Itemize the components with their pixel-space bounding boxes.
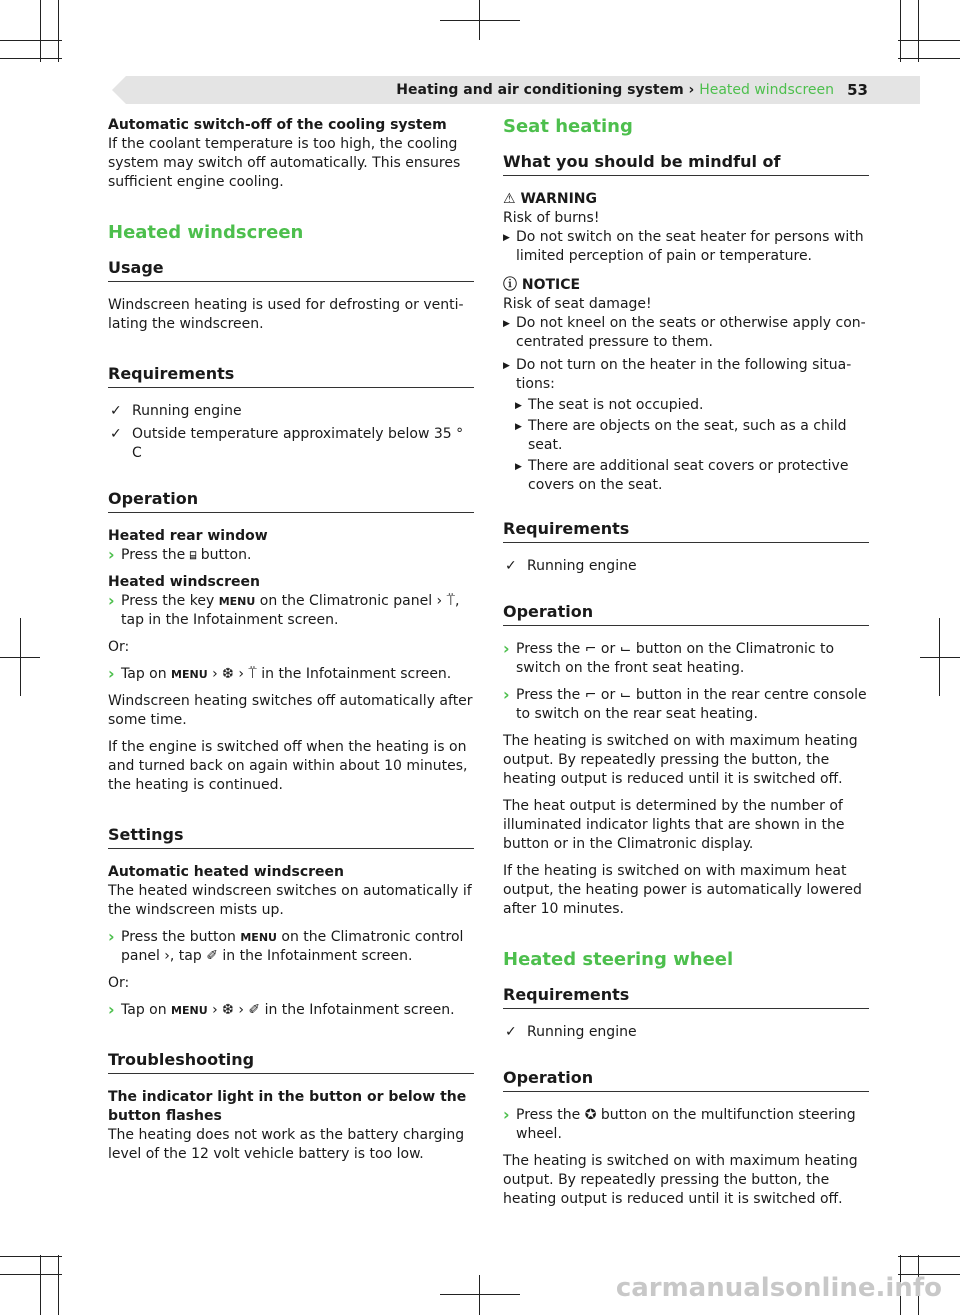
crop-mark (920, 657, 960, 658)
menu-key-icon: MENU (218, 595, 256, 608)
cooling-paragraph (108, 116, 474, 192)
steering-requirements-heading: Requirements (503, 985, 869, 1009)
step-text: Press the key (121, 593, 219, 609)
header-subsection[interactable]: Heated windscreen (699, 82, 834, 98)
notice-item: ▶ Do not kneel on the seats or otherwise apply concentrated pressure to them. (503, 314, 869, 352)
settings-tap-step (108, 1001, 474, 1020)
rear-window-step (108, 546, 474, 565)
steering-operation-heading: Operation (503, 1068, 869, 1092)
windscreen-step (108, 592, 474, 630)
header-section[interactable]: Heating and air conditioning system (396, 82, 684, 98)
notice-subitem: ▶ The seat is not occupied. (515, 396, 869, 415)
usage-heading: Usage (108, 258, 474, 282)
crop-mark (939, 618, 940, 696)
step-text: Tap on (121, 666, 172, 682)
steering-step: › Press the ✪ button on the multifunction steering wheel. (503, 1106, 869, 1144)
seat-op-text: The heating is switched on with maximum heating output. By repeatedly pressing the button, the heating output is reduced until it is switched off. (503, 733, 858, 787)
settings-paragraph (108, 863, 474, 920)
continue-text: If the engine is switched off when the heating is on and turned back on again within about 10 minutes, the heating is continued. (108, 739, 468, 793)
crop-mark (440, 1294, 520, 1295)
warning-text: Risk of burns! (503, 210, 600, 226)
crop-mark (898, 58, 960, 59)
menu-key-icon: MENU (171, 668, 208, 681)
warning-icon: ⚠ (503, 191, 516, 207)
auto-windscreen-text: The heated windscreen switches on automatically if the windscreen mists up. (108, 883, 472, 918)
requirements-heading: Requirements (108, 364, 474, 388)
or-label: Or: (108, 639, 130, 655)
requirement-item: ✓ Running engine (503, 557, 869, 576)
or-label: Or: (108, 975, 130, 991)
crop-mark (0, 40, 62, 41)
steering-op-text: The heating is switched on with maximum heating output. By repeatedly pressing the button, the heating output is reduced until it is switched off. (503, 1153, 858, 1207)
requirement-item: ✓ Outside temperature approximately below 35 ° C (108, 425, 474, 463)
troubleshooting-text: The heating does not work as the battery charging level of the 12 volt vehicle battery is too low. (108, 1127, 465, 1162)
crop-mark (900, 0, 901, 62)
notice-icon: ⓘ (503, 277, 517, 293)
step-text: › ❆ › ⍡ in the Infotainment screen. (207, 666, 452, 682)
step-text: Tap on (121, 1002, 172, 1018)
step-text: button. (196, 547, 252, 563)
step-text: Press the button (121, 929, 241, 945)
settings-heading: Settings (108, 825, 474, 849)
tap-step (108, 665, 474, 684)
warning-item: ▶ Do not switch on the seat heater for persons with limited perception of pain or temperature. (503, 228, 869, 266)
notice-label-row (503, 276, 869, 295)
cooling-text: If the coolant temperature is too high, the cooling system may switch off automatically. This ensures sufficient engine cooling. (108, 136, 461, 190)
seat-step-front: › Press the ⌐ or ⌙ button on the Climatronic to switch on the front seat heating. (503, 640, 869, 678)
auto-windscreen-title: Automatic heated windscreen (108, 864, 345, 880)
requirement-item: ✓ Running engine (108, 402, 474, 421)
crop-mark (898, 40, 960, 41)
header-separator: › (683, 82, 700, 98)
crop-mark (40, 0, 41, 62)
step-text: on the Climatronic control panel ›, tap ✐ in the Infotainment screen. (121, 929, 464, 964)
crop-mark (0, 1274, 62, 1275)
seat-requirements-heading: Requirements (503, 519, 869, 543)
crop-mark (918, 0, 919, 62)
left-column (108, 116, 474, 1172)
usage-text: Windscreen heating is used for defrosting or ventilating the windscreen. (108, 297, 464, 332)
notice-subitem: ▶ There are additional seat covers or protective covers on the seat. (515, 457, 869, 495)
step-text: › ⍡, (436, 593, 460, 609)
auto-off-text: Windscreen heating switches off automatically after some time. (108, 693, 473, 728)
crop-mark (40, 1255, 41, 1315)
running-header (396, 82, 834, 98)
troubleshooting-title: The indicator light in the button or below the button flashes (108, 1089, 467, 1124)
seat-operation-heading: Operation (503, 602, 869, 626)
crop-mark (0, 58, 62, 59)
seat-op-text: The heat output is determined by the number of illuminated indicator lights that are shown in the button or in the Climatronic display. (503, 798, 845, 852)
windscreen-title: Heated windscreen (108, 574, 260, 590)
warning-box (503, 190, 869, 266)
troubleshooting-heading: Troubleshooting (108, 1050, 474, 1074)
warning-label-row (503, 190, 869, 209)
menu-key-icon: MENU (171, 1004, 208, 1017)
heated-windscreen-heading: Heated windscreen (108, 222, 304, 243)
rear-window-title: Heated rear window (108, 528, 268, 544)
crop-mark (440, 20, 520, 21)
crop-mark (20, 618, 21, 696)
step-text: on the Climatronic panel (255, 593, 437, 609)
operation-heading: Operation (108, 489, 474, 513)
menu-key-icon: MENU (240, 931, 277, 944)
notice-item: ▶ Do not turn on the heater in the following situations: (503, 356, 869, 394)
warning-label: WARNING (520, 191, 597, 207)
rear-defrost-icon: ⌸ (189, 549, 197, 562)
watermark: carmanualsonline.info (615, 1273, 942, 1303)
notice-text: Risk of seat damage! (503, 296, 652, 312)
crop-mark (898, 1256, 960, 1257)
right-column (503, 116, 869, 1217)
step-text: › ❆ › ✐ in the Infotainment screen. (207, 1002, 455, 1018)
crop-mark (0, 1256, 62, 1257)
seat-heating-heading: Seat heating (503, 116, 633, 137)
troubleshooting-paragraph (108, 1088, 474, 1164)
page-number: 53 (847, 81, 868, 99)
seat-op-text: If the heating is switched on with maximum heat output, the heating power is automatically lowered after 10 minutes. (503, 863, 862, 917)
steering-wheel-heading: Heated steering wheel (503, 949, 734, 970)
settings-step (108, 928, 474, 966)
crop-mark (58, 1255, 59, 1315)
cooling-title: Automatic switch-off of the cooling system (108, 117, 447, 133)
crop-mark (58, 0, 59, 62)
notice-subitem: ▶ There are objects on the seat, such as a child seat. (515, 417, 869, 455)
requirement-item: ✓ Running engine (503, 1023, 869, 1042)
step-text: tap in the Infotainment screen. (121, 612, 339, 628)
notice-label: NOTICE (521, 277, 581, 293)
seat-step-rear: › Press the ⌐ or ⌙ button in the rear centre console to switch on the rear seat heating. (503, 686, 869, 724)
crop-mark (479, 1275, 480, 1315)
step-text: Press the (121, 547, 190, 563)
notice-box (503, 276, 869, 495)
mindful-heading: What you should be mindful of (503, 152, 869, 176)
